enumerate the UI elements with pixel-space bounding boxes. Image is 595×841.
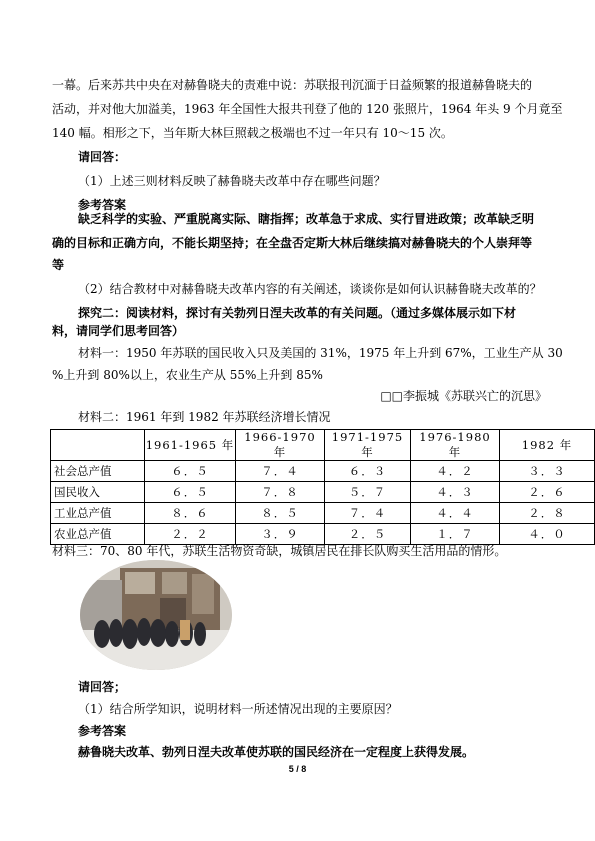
table-cell: ４．０ xyxy=(500,524,595,545)
q2-prompt: 请回答； xyxy=(78,680,127,694)
table-row xyxy=(51,503,595,524)
intro-line-1: 一幕。后来苏共中央在对赫鲁晓夫的责难中说：苏联报刊沉湎于日益频繁的报道赫鲁晓夫的 xyxy=(52,78,533,92)
q2-answer-label: 参考答案 xyxy=(78,724,127,738)
q1-question: （1）上述三则材料反映了赫鲁晓夫改革中存在哪些问题？ xyxy=(78,174,386,188)
material1-line-1: 材料一：1950 年苏联的国民收入只及美国的 31%，1975 年上升到 67%，工业生产从 30 xyxy=(78,346,563,360)
table-cell: ７．４ xyxy=(236,461,325,482)
material2-title: 材料二：1961 年到 1982 年苏联经济增长情况 xyxy=(78,410,331,424)
table-header-cell: 1966-1970 年 xyxy=(236,430,325,461)
table-header-row xyxy=(51,430,595,461)
table-cell: １．７ xyxy=(411,524,500,545)
table-row xyxy=(51,524,595,545)
intro-line-3: 140 幅。相形之下，当年斯大林巨照载之极端也不过一年只有 10～15 次。 xyxy=(52,126,453,140)
table-cell: ４．２ xyxy=(411,461,500,482)
table-cell: ６．５ xyxy=(145,461,236,482)
table-cell: ６．３ xyxy=(325,461,411,482)
q1-prompt: 请回答： xyxy=(78,150,127,164)
table-cell: ２．５ xyxy=(325,524,411,545)
economic-growth-table xyxy=(50,429,595,545)
q2-answer: 赫鲁晓夫改革、勃列日涅夫改革使苏联的国民经济在一定程度上获得发展。 xyxy=(78,745,475,759)
q1-answer-line-1: 缺乏科学的实验、严重脱离实际、瞎指挥；改革急于求成、实行冒进政策；改革缺乏明 xyxy=(78,212,535,226)
explore2-line-2: 料，请同学们思考回答） xyxy=(52,324,185,338)
table-header-cell: 1971-1975 年 xyxy=(325,430,411,461)
table-header-cell: 1976-1980 年 xyxy=(411,430,500,461)
q1-answer-line-3: 等 xyxy=(52,258,65,272)
table-cell: ７．８ xyxy=(236,482,325,503)
table-cell: ４．３ xyxy=(411,482,500,503)
intro-line-2: 活动，并对他大加溢美，1963 年全国性大报共刊登了他的 120 张照片，1964 年头 9 个月竟至 xyxy=(52,102,563,116)
table-cell: ２．２ xyxy=(145,524,236,545)
table-row-label: 农业总产值 xyxy=(51,524,145,545)
table-cell: ７．４ xyxy=(325,503,411,524)
table-row xyxy=(51,482,595,503)
table-cell: ８．５ xyxy=(236,503,325,524)
material1-source: □□李振城《苏联兴亡的沉思》 xyxy=(380,389,547,403)
table-row xyxy=(51,461,595,482)
table-cell: ２．８ xyxy=(500,503,595,524)
q1-answer-label: 参考答案 xyxy=(78,198,127,212)
table-cell: ６．５ xyxy=(145,482,236,503)
q2-question: （1）结合所学知识，说明材料一所述情况出现的主要原因？ xyxy=(78,702,398,716)
queue-photo xyxy=(80,560,232,670)
table-cell: ２．６ xyxy=(500,482,595,503)
q1-answer-line-2: 确的目标和正确方向，不能长期坚持；在全盘否定斯大林后继续搞对赫鲁晓夫的个人崇拜等 xyxy=(52,236,533,250)
table-row-label: 社会总产值 xyxy=(51,461,145,482)
page-number: 5 / 8 xyxy=(288,764,307,774)
explore2-line-1: 探究二：阅读材料，探讨有关勃列日涅夫改革的有关问题。（通过多媒体展示如下材 xyxy=(78,306,517,320)
table-header-cell: 1982 年 xyxy=(500,430,595,461)
table-row-label: 工业总产值 xyxy=(51,503,145,524)
table-cell: ５．７ xyxy=(325,482,411,503)
table-cell: ３．３ xyxy=(500,461,595,482)
table-header-cell: 1961-1965 年 xyxy=(145,430,236,461)
table-cell: ８．６ xyxy=(145,503,236,524)
table-header-cell xyxy=(51,430,145,461)
table-row-label: 国民收入 xyxy=(51,482,145,503)
table-cell: ３．９ xyxy=(236,524,325,545)
material1-line-2: %上升到 80%以上，农业生产从 55%上升到 85% xyxy=(52,368,323,382)
q1-question-2: （2）结合教材中对赫鲁晓夫改革内容的有关阐述，谈谈你是如何认识赫鲁晓夫改革的？ xyxy=(78,282,542,296)
material3-text: 材料三：70、80 年代，苏联生活物资奇缺，城镇居民在排长队购买生活用品的情形。 xyxy=(52,544,507,558)
table-cell: ４．４ xyxy=(411,503,500,524)
